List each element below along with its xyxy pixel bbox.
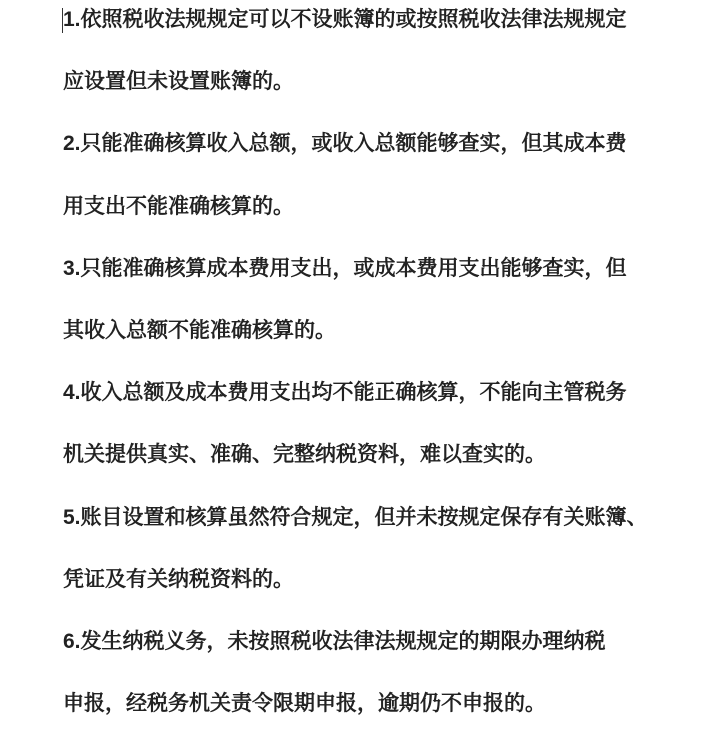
item-5-line-1: 5.账目设置和核算虽然符合规定，但并未按规定保存有关账簿、	[63, 505, 648, 529]
item-1-line-2: 应设置但未设置账簿的。	[63, 70, 294, 94]
item-5-line-2: 凭证及有关纳税资料的。	[63, 567, 294, 591]
item-2-line-1: 2.只能准确核算收入总额，或收入总额能够查实，但其成本费	[63, 132, 627, 156]
item-3-line-1: 3.只能准确核算成本费用支出，或成本费用支出能够查实，但	[63, 256, 627, 280]
item-4-line-1: 4.收入总额及成本费用支出均不能正确核算，不能向主管税务	[63, 381, 627, 405]
item-6-line-1: 6.发生纳税义务，未按照税收法律法规规定的期限办理纳税	[63, 629, 606, 653]
item-3-line-2: 其收入总额不能准确核算的。	[63, 318, 336, 342]
item-1-line-1: 1.依照税收法规规定可以不设账簿的或按照税收法律法规规定	[63, 8, 627, 31]
item-6-line-2: 申报，经税务机关责令限期申报，逾期仍不申报的。	[63, 692, 546, 716]
item-4-line-2: 机关提供真实、准确、完整纳税资料，难以查实的。	[63, 443, 546, 467]
item-2-line-2: 用支出不能准确核算的。	[63, 194, 294, 218]
document-body[interactable]	[63, 0, 683, 735]
